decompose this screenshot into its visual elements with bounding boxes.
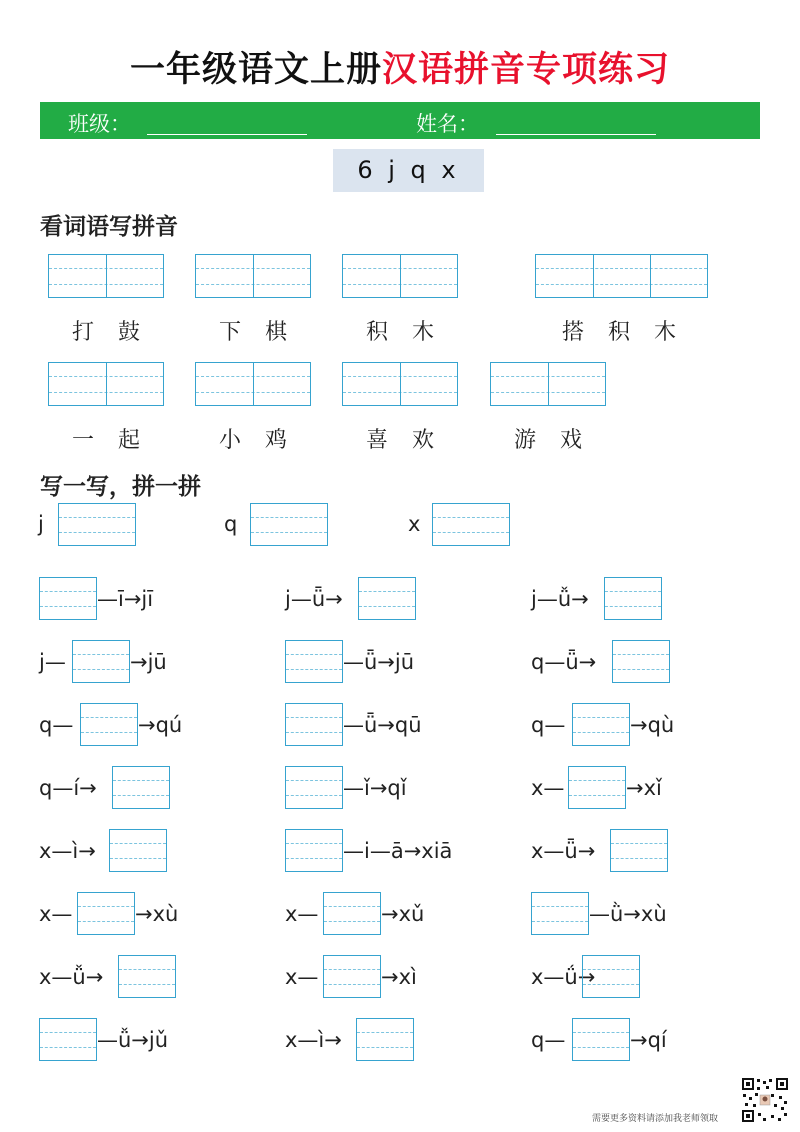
section1-heading: 看词语写拼音	[40, 213, 178, 240]
word-xiaqi: 下棋	[219, 320, 312, 345]
pinyin-box-jimu[interactable]	[342, 254, 458, 298]
exercise-1-answer-box[interactable]	[39, 577, 97, 620]
exercise-2-text: j—ǖ→	[285, 587, 343, 611]
exercise-15-answer-box[interactable]	[610, 829, 668, 872]
exercise-2-answer-box[interactable]	[358, 577, 416, 620]
exercise-21-text: x—ǘ→	[531, 965, 596, 989]
title-main: 一年级语文上册	[129, 49, 382, 90]
page-title	[0, 48, 800, 92]
exercise-12-prefix: x—	[531, 776, 565, 800]
unit-label: 6 j q x	[333, 149, 484, 192]
letter-q-box[interactable]	[250, 503, 328, 546]
exercise-13-text: x—ì→	[39, 839, 96, 863]
exercise-6-text: q—ǖ→	[531, 650, 597, 674]
student-info-bar	[40, 102, 760, 139]
exercise-4-suffix: →jū	[130, 650, 167, 674]
word-youxi: 游戏	[514, 428, 607, 453]
word-xiaoji: 小鸡	[219, 428, 312, 453]
exercise-5-text: —ǖ→jū	[343, 650, 415, 674]
exercise-9-prefix: q—	[531, 713, 566, 737]
pinyin-box-xihuan[interactable]	[342, 362, 458, 406]
word-xihuan: 喜欢	[366, 428, 459, 453]
exercise-19-answer-box[interactable]	[118, 955, 176, 998]
exercise-13-answer-box[interactable]	[109, 829, 167, 872]
exercise-14-text: —i—ā→xiā	[343, 839, 453, 863]
exercise-18-text: —ǜ→xù	[589, 902, 667, 926]
word-yiqi: 一起	[72, 428, 165, 453]
pinyin-box-dajimu[interactable]	[535, 254, 708, 298]
exercise-5-answer-box[interactable]	[285, 640, 343, 683]
pinyin-box-dagu[interactable]	[48, 254, 164, 298]
exercise-17-prefix: x—	[285, 902, 319, 926]
exercise-10-answer-box[interactable]	[112, 766, 170, 809]
exercise-20-answer-box[interactable]	[323, 955, 381, 998]
exercise-16-prefix: x—	[39, 902, 73, 926]
exercise-24-suffix: →qí	[630, 1028, 667, 1052]
exercise-23-answer-box[interactable]	[356, 1018, 414, 1061]
exercise-22-answer-box[interactable]	[39, 1018, 97, 1061]
pinyin-box-yiqi[interactable]	[48, 362, 164, 406]
letter-x-box[interactable]	[432, 503, 510, 546]
exercise-22-text: —ǚ→jǔ	[97, 1028, 169, 1052]
exercise-20-suffix: →xì	[381, 965, 417, 989]
word-dajimu: 搭积木	[562, 320, 701, 345]
exercise-17-answer-box[interactable]	[323, 892, 381, 935]
exercise-8-answer-box[interactable]	[285, 703, 343, 746]
exercise-1-text: —ī→jī	[97, 587, 154, 611]
class-label: 班级：	[68, 112, 131, 136]
exercise-23-text: x—ì→	[285, 1028, 342, 1052]
letter-j: j	[38, 512, 44, 536]
exercise-15-text: x—ǖ→	[531, 839, 596, 863]
qr-code-icon	[741, 1077, 789, 1123]
exercise-7-answer-box[interactable]	[80, 703, 138, 746]
exercise-16-answer-box[interactable]	[77, 892, 135, 935]
exercise-16-suffix: →xù	[135, 902, 179, 926]
exercise-14-answer-box[interactable]	[285, 829, 343, 872]
exercise-24-answer-box[interactable]	[572, 1018, 630, 1061]
exercise-10-text: q—í→	[39, 776, 97, 800]
exercise-24-prefix: q—	[531, 1028, 566, 1052]
letter-j-box[interactable]	[58, 503, 136, 546]
letter-q: q	[224, 512, 238, 536]
exercise-12-answer-box[interactable]	[568, 766, 626, 809]
exercise-21-answer-box[interactable]	[582, 955, 640, 998]
exercise-7-prefix: q—	[39, 713, 74, 737]
exercise-18-answer-box[interactable]	[531, 892, 589, 935]
name-label: 姓名：	[416, 112, 479, 136]
exercise-3-text: j—ǚ→	[531, 587, 589, 611]
exercise-11-answer-box[interactable]	[285, 766, 343, 809]
pinyin-box-youxi[interactable]	[490, 362, 606, 406]
exercise-6-answer-box[interactable]	[612, 640, 670, 683]
exercise-17-suffix: →xǔ	[381, 902, 425, 926]
word-jimu: 积木	[366, 320, 459, 345]
footer-note: 需要更多资料请添加我老师领取	[592, 1114, 719, 1124]
exercise-19-text: x—ǚ→	[39, 965, 104, 989]
letter-x: x	[408, 512, 421, 536]
exercise-9-answer-box[interactable]	[572, 703, 630, 746]
pinyin-box-xiaqi[interactable]	[195, 254, 311, 298]
exercise-11-text: —ǐ→qǐ	[343, 776, 407, 800]
exercise-3-answer-box[interactable]	[604, 577, 662, 620]
exercise-9-suffix: →qù	[630, 713, 675, 737]
title-highlight: 汉语拼音专项练习	[382, 49, 671, 90]
exercise-7-suffix: →qú	[138, 713, 183, 737]
exercise-20-prefix: x—	[285, 965, 319, 989]
exercise-4-prefix: j—	[39, 650, 66, 674]
exercise-8-text: —ǖ→qū	[343, 713, 422, 737]
class-field[interactable]	[147, 134, 307, 135]
name-field[interactable]	[496, 134, 656, 135]
word-dagu: 打鼓	[72, 320, 165, 345]
pinyin-box-xiaoji[interactable]	[195, 362, 311, 406]
exercise-12-suffix: →xǐ	[626, 776, 662, 800]
section2-heading: 写一写，拼一拼	[40, 473, 201, 500]
exercise-4-answer-box[interactable]	[72, 640, 130, 683]
